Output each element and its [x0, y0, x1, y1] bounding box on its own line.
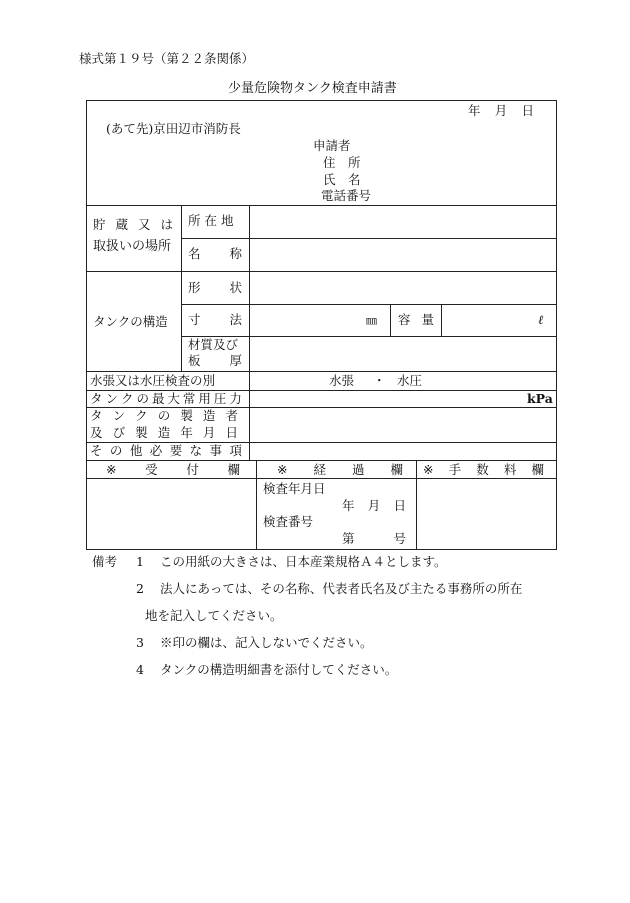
date-fields: [468, 105, 534, 118]
note-4-number: 4: [136, 662, 144, 677]
capacity-label: 容 量: [398, 312, 434, 327]
fee-column-header: ※ 手 数 料 欄: [423, 462, 544, 477]
date-month-label: 月: [494, 103, 508, 118]
progress-column-header: ※ 経 過 欄: [277, 462, 403, 477]
manufacturer-label-line1: タ ン ク の 製 造 者: [90, 408, 238, 423]
material-label-line1: 材質及び: [188, 337, 239, 352]
addressee: (あて先)京田辺市消防長: [106, 121, 241, 136]
date-year-label: 年: [468, 103, 481, 118]
notes-label: 備考: [92, 554, 118, 569]
note-2-text-line2: 地を記入してください。: [145, 608, 283, 623]
note-2-text-line1: 法人にあっては、その名称、代表者氏名及び主たる事務所の所在: [160, 581, 523, 596]
applicant-address-label: 住 所: [323, 155, 361, 170]
max-pressure-unit: kPa: [527, 391, 553, 406]
note-4-text: タンクの構造明細書を添付してください。: [160, 662, 398, 677]
test-type-option-water-pressure: 水圧: [397, 373, 423, 388]
inspection-day-label: 日: [393, 498, 406, 513]
inspection-month-label: 月: [367, 498, 381, 513]
inspection-year-label: 年: [342, 498, 355, 513]
inspection-number-fields: [342, 533, 406, 546]
applicant-label: 申請者: [313, 138, 351, 153]
test-type-separator: ・: [373, 373, 386, 388]
reception-column-header: ※ 受 付 欄: [106, 462, 240, 477]
form-number: 様式第１９号（第２２条関係）: [79, 51, 255, 66]
tank-structure-label: タンクの構造: [93, 314, 168, 329]
date-day-label: 日: [521, 103, 534, 118]
test-type-label: 水張又は水圧検査の別: [90, 373, 216, 388]
inspection-date-fields: [342, 500, 406, 513]
applicant-phone-label: 電話番号: [321, 188, 372, 203]
storage-place-label-line2: 取扱いの場所: [93, 239, 172, 254]
note-1-number: 1: [136, 554, 144, 569]
inspection-number-label: 検査番号: [263, 514, 314, 529]
storage-place-label-line1: 貯 蔵 又 は: [93, 217, 173, 232]
other-label: そ の 他 必 要 な 事 項: [90, 443, 242, 458]
applicant-name-label: 氏 名: [323, 172, 361, 187]
shape-label: 形 状: [188, 280, 242, 295]
max-pressure-label: タ ン ク の 最 大 常 用 圧 力: [90, 391, 242, 406]
note-3-text: ※印の欄は、記入しないでください。: [160, 635, 373, 650]
inspection-date-label: 検査年月日: [263, 481, 326, 496]
note-1-text: この用紙の大きさは、日本産業規格Ａ４とします。: [160, 554, 447, 569]
inspection-number-prefix: 第: [342, 531, 355, 546]
location-label: 所在地: [188, 213, 238, 228]
note-2-number: 2: [136, 581, 144, 596]
test-type-option-water-fill: 水張: [329, 373, 355, 388]
form-title: 少量危険物タンク検査申請書: [228, 81, 397, 96]
capacity-unit: ℓ: [538, 312, 544, 327]
place-name-label: 名 称: [188, 246, 242, 261]
note-3-number: 3: [136, 635, 144, 650]
manufacturer-label-line2: 及 び 製 造 年 月 日: [90, 425, 238, 440]
dimensions-label: 寸 法: [188, 312, 242, 327]
material-label-line2: 板 厚: [188, 353, 242, 368]
inspection-number-suffix: 号: [393, 531, 406, 546]
dimensions-unit: ㎜: [366, 314, 377, 327]
